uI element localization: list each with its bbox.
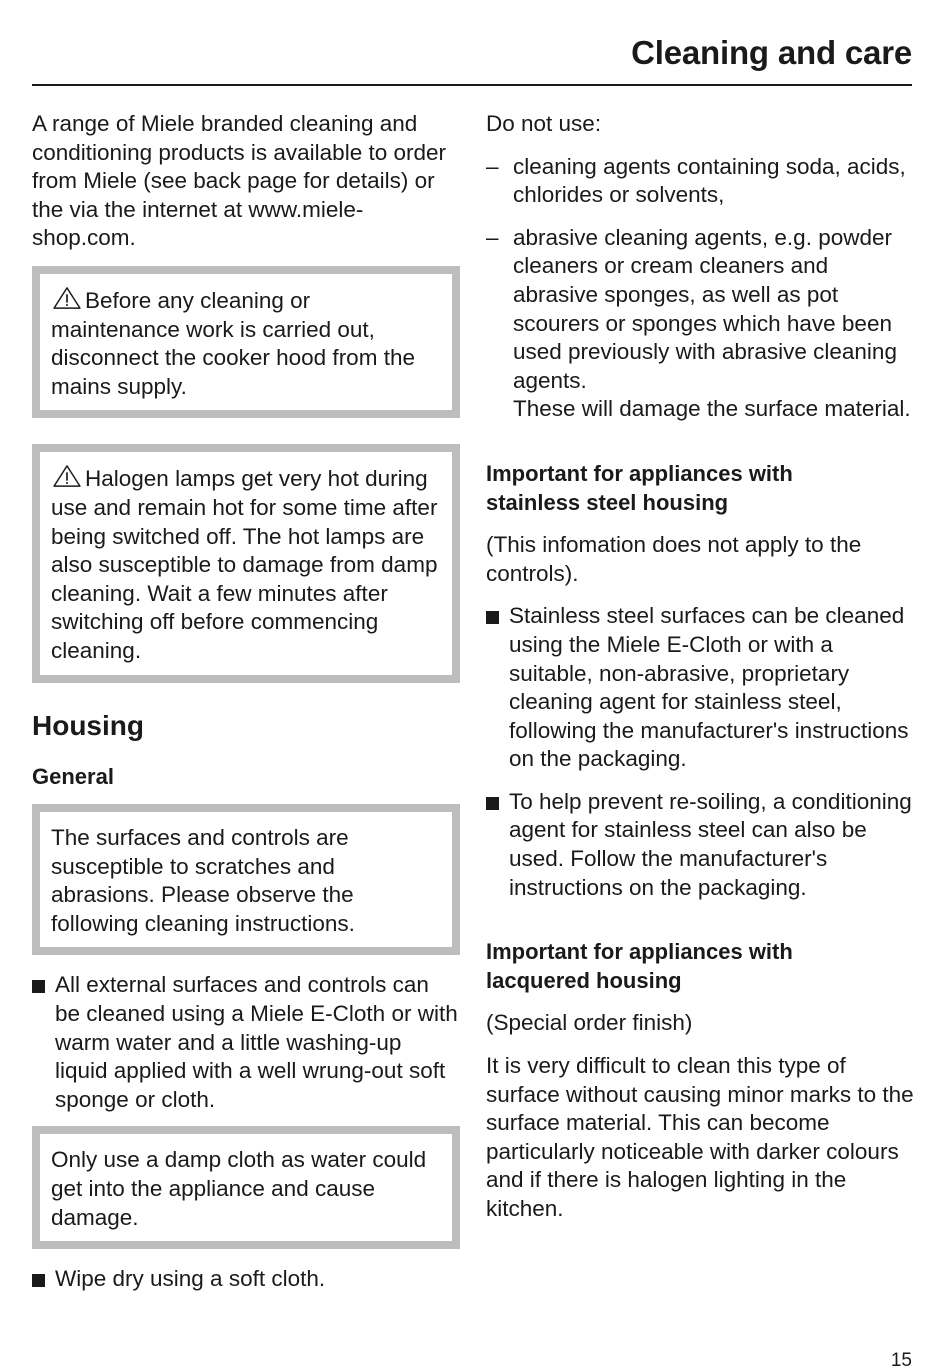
note-box-damp-cloth [32, 1126, 460, 1249]
dash-text-damage-warning: These will damage the surface material. [513, 396, 911, 422]
warning-triangle-icon [51, 464, 83, 488]
bullet-item-external-surfaces [32, 971, 460, 1114]
heading-stainless-steel [486, 460, 914, 517]
sub-heading-general: General [32, 763, 114, 789]
bullet-text-stainless-conditioning: To help prevent re-soiling, a conditioning agent for stainless steel can also be used. Follow the manufacturer's instructions on the packaging. [509, 788, 912, 900]
note-box-surfaces [32, 804, 460, 955]
heading-stainless-steel-line2: stainless steel housing [486, 489, 729, 515]
intro-paragraph: A range of Miele branded cleaning and conditioning products is available to order from Miele (see back page for details) or the via the internet at www.miele-shop.com. [32, 111, 446, 251]
square-bullet-icon [32, 980, 45, 993]
do-not-use-label: Do not use: [486, 111, 602, 136]
bullet-text-wipe-dry: Wipe dry using a soft cloth. [55, 1266, 326, 1292]
warning-triangle-icon [51, 286, 83, 310]
header-divider [32, 84, 912, 86]
heading-lacquered-line2: lacquered housing [486, 967, 682, 993]
bullet-item-stainless-conditioning [486, 788, 914, 902]
bullet-item-stainless-cleaning [486, 602, 914, 774]
lacquered-paragraph: It is very difficult to clean this type of surface without causing minor marks to the surface material. This can become particularly noticeable with darker colours and if there is halogen lighting in the kitchen. [486, 1053, 914, 1221]
right-column [486, 110, 914, 1224]
heading-lacquered [486, 938, 914, 995]
bullet-text-stainless-cleaning: Stainless steel surfaces can be cleaned using the Miele E-Cloth or with a suitable, non-abrasive, proprietary cleaning agent for stainless steel, following the manufacturer's instructions on the packaging. [509, 603, 909, 772]
warning-box-disconnect [32, 266, 460, 418]
heading-stainless-steel-line1: Important for appliances with [486, 460, 793, 486]
heading-lacquered-line1: Important for appliances with [486, 939, 793, 965]
warning-box-halogen [32, 444, 460, 682]
lacquered-note: (Special order finish) [486, 1010, 693, 1036]
warning-text-halogen: Halogen lamps get very hot during use and remain hot for some time after being switched off. The hot lamps are also susceptible to damage from damp cleaning. Wait a few minutes after switching off before commencing cleaning. [51, 466, 438, 663]
dash-item-abrasive-agents [486, 224, 914, 424]
warning-paragraph-halogen [51, 464, 442, 665]
dash-item-cleaning-agents [486, 153, 914, 210]
dash-marker: – [486, 153, 499, 179]
bullet-text-external-surfaces: All external surfaces and controls can be cleaned using a Miele E-Cloth or with warm water and a little washing-up liquid applied with a well wrung-out soft sponge or cloth. [55, 972, 458, 1112]
page-title: Cleaning and care [631, 34, 912, 71]
left-column [32, 110, 460, 1294]
note-text-damp-cloth: Only use a damp cloth as water could get into the appliance and cause damage. [51, 1147, 427, 1230]
square-bullet-icon [486, 797, 499, 810]
page-number: 15 [890, 1350, 912, 1371]
square-bullet-icon [32, 1274, 45, 1287]
dash-text-cleaning-agents: cleaning agents containing soda, acids, chlorides or solvents, [513, 153, 906, 208]
warning-paragraph-disconnect [51, 286, 442, 401]
dash-text-abrasive-agents: abrasive cleaning agents, e.g. powder cleaners or cream cleaners and abrasive sponges, as well as pot scourers or sponges which have been used previously with abrasive cleaning agents. [513, 224, 897, 393]
stainless-steel-note: (This infomation does not apply to the controls). [486, 532, 862, 586]
warning-text-disconnect: Before any cleaning or maintenance work is carried out, disconnect the cooker hood from the mains supply. [51, 287, 415, 399]
square-bullet-icon [486, 611, 499, 624]
bullet-item-wipe-dry [32, 1265, 460, 1294]
dash-marker: – [486, 224, 499, 250]
note-text-surfaces: The surfaces and controls are susceptible to scratches and abrasions. Please observe the following cleaning instructions. [51, 825, 355, 936]
section-heading-housing: Housing [32, 709, 144, 741]
